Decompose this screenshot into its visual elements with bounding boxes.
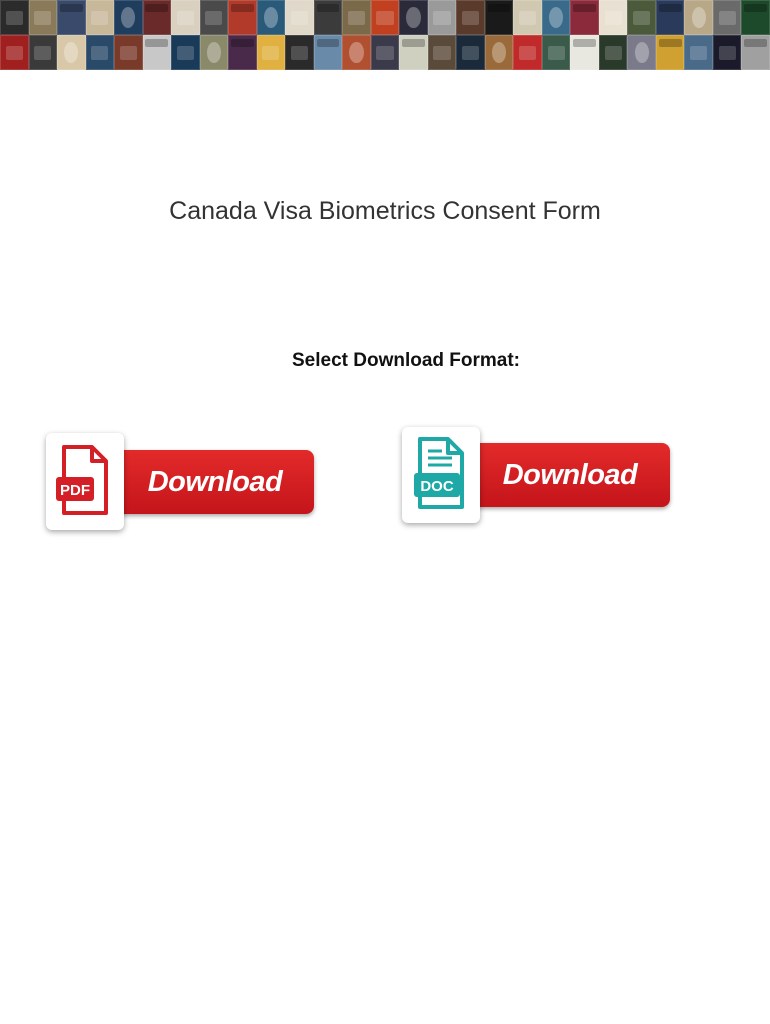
banner-thumbnail (684, 0, 713, 35)
banner-thumbnail (456, 35, 485, 70)
banner-thumbnail (656, 0, 685, 35)
banner-thumbnail (314, 35, 343, 70)
banner-thumbnail (342, 35, 371, 70)
banner-thumbnail (114, 35, 143, 70)
banner-thumbnail (542, 35, 571, 70)
banner-thumbnail (656, 35, 685, 70)
banner-thumbnail (627, 35, 656, 70)
banner-thumbnail (570, 35, 599, 70)
banner-thumbnail (29, 35, 58, 70)
banner-thumbnail (627, 0, 656, 35)
banner-thumbnail (741, 35, 770, 70)
banner-thumbnail (143, 35, 172, 70)
banner-thumbnail (0, 35, 29, 70)
banner-thumbnail (171, 0, 200, 35)
page-title: Canada Visa Biometrics Consent Form (169, 196, 601, 225)
banner-thumbnail (599, 0, 628, 35)
banner-thumbnail (29, 0, 58, 35)
media-thumbnail-banner (0, 0, 770, 70)
banner-thumbnail (342, 0, 371, 35)
banner-thumbnail (371, 0, 400, 35)
banner-thumbnail (228, 35, 257, 70)
pdf-file-icon[interactable] (46, 433, 124, 530)
banner-thumbnail (428, 0, 457, 35)
banner-thumbnail (257, 35, 286, 70)
banner-thumbnail (399, 35, 428, 70)
banner-thumbnail (171, 35, 200, 70)
pdf-icon-label: PDF (60, 482, 90, 499)
banner-thumbnail (371, 35, 400, 70)
banner-thumbnail (542, 0, 571, 35)
banner-thumbnail (86, 35, 115, 70)
banner-thumbnail (741, 0, 770, 35)
banner-thumbnail (257, 0, 286, 35)
banner-thumbnail (200, 0, 229, 35)
banner-thumbnail (285, 0, 314, 35)
banner-thumbnail (228, 0, 257, 35)
banner-thumbnail (200, 35, 229, 70)
banner-thumbnail (485, 35, 514, 70)
banner-thumbnail (114, 0, 143, 35)
banner-thumbnail (713, 35, 742, 70)
banner-thumbnail (513, 35, 542, 70)
banner-thumbnail (57, 0, 86, 35)
pdf-download-button[interactable]: Download (116, 450, 314, 514)
banner-thumbnail (314, 0, 343, 35)
banner-thumbnail (399, 0, 428, 35)
doc-download[interactable] (402, 427, 674, 525)
banner-thumbnail (456, 0, 485, 35)
doc-icon-label: DOC (420, 478, 454, 495)
banner-thumbnail (599, 35, 628, 70)
select-format-label: Select Download Format: (291, 350, 521, 371)
banner-thumbnail (485, 0, 514, 35)
banner-thumbnail (684, 35, 713, 70)
banner-thumbnail (713, 0, 742, 35)
pdf-download[interactable] (46, 433, 316, 533)
banner-thumbnail (428, 35, 457, 70)
banner-thumbnail (143, 0, 172, 35)
banner-thumbnail (513, 0, 542, 35)
banner-thumbnail (570, 0, 599, 35)
banner-thumbnail (0, 0, 29, 35)
doc-file-icon[interactable] (402, 427, 480, 523)
doc-download-button[interactable]: Download (470, 443, 670, 507)
banner-thumbnail (285, 35, 314, 70)
banner-thumbnail (86, 0, 115, 35)
banner-thumbnail (57, 35, 86, 70)
